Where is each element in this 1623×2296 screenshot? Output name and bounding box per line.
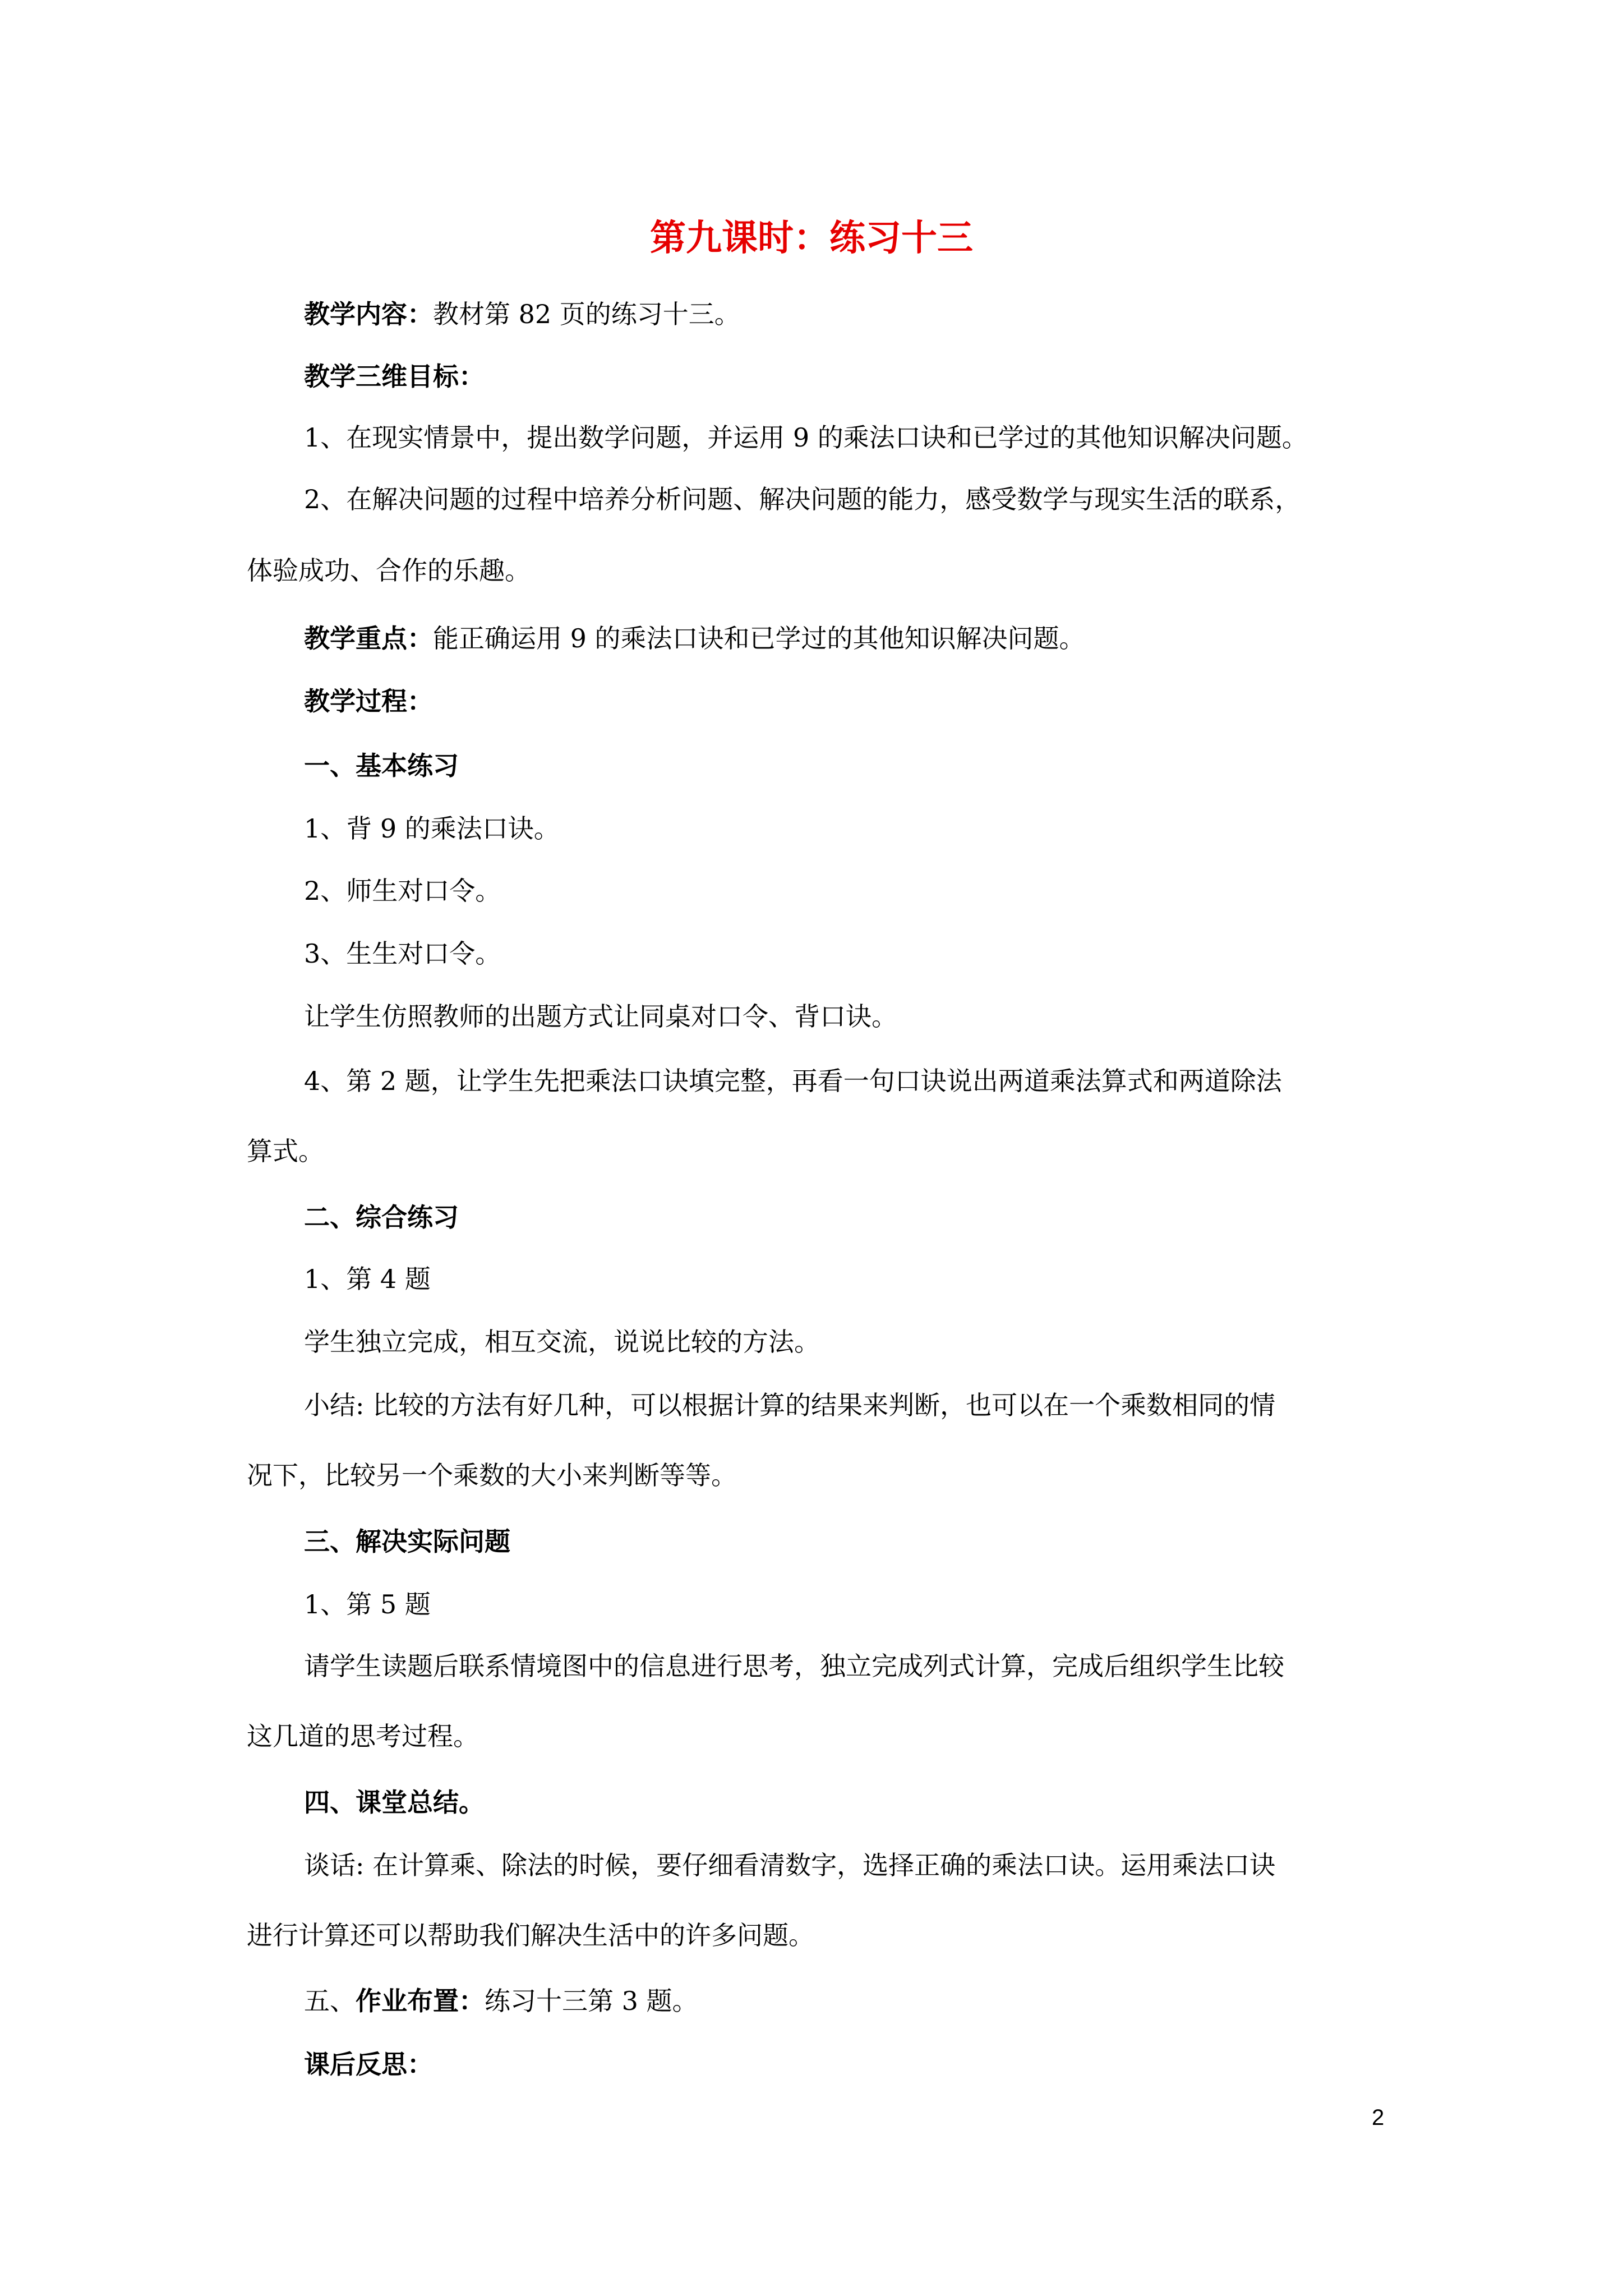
section-5-prefix: 五、: [304, 1986, 356, 2016]
section-2-item-1: 1、第 4 题: [304, 1264, 431, 1294]
focus-paragraph: [304, 619, 1085, 658]
section-2-heading: 二、综合练习: [304, 1202, 459, 1232]
goal-2-line-2: 体验成功、合作的乐趣。: [247, 555, 531, 586]
content-text: 教材第 82 页的练习十三。: [433, 299, 740, 329]
section-2-summary-line-2: 况下，比较另一个乘数的大小来判断等等。: [247, 1460, 737, 1490]
section-3-note-line-1: 请学生读题后联系情境图中的信息进行思考，独立完成列式计算，完成后组织学生比较: [304, 1651, 1284, 1681]
section-1-heading: 一、基本练习: [304, 751, 459, 781]
goals-heading: 教学三维目标：: [304, 361, 485, 392]
section-1-note: 让学生仿照教师的出题方式让同桌对口令、背口诀。: [304, 1001, 897, 1032]
section-3-heading: 三、解决实际问题: [304, 1526, 510, 1557]
section-5-text: 练习十三第 3 题。: [485, 1986, 698, 2016]
section-2-summary-line-1: 小结: 比较的方法有好几种，可以根据计算的结果来判断，也可以在一个乘数相同的情: [304, 1390, 1276, 1420]
section-4-heading: 四、课堂总结。: [304, 1787, 485, 1818]
section-5-label: 作业布置：: [356, 1986, 485, 2016]
section-1-item-2: 2、师生对口令。: [304, 876, 501, 906]
section-2-note: 学生独立完成，相互交流，说说比较的方法。: [304, 1327, 820, 1357]
section-5-paragraph: [304, 1981, 698, 2021]
section-1-item-4-line-2: 算式。: [247, 1136, 324, 1166]
focus-text: 能正确运用 9 的乘法口诀和已学过的其他知识解决问题。: [433, 623, 1085, 654]
section-1-item-4-line-1: 4、第 2 题，让学生先把乘法口诀填完整，再看一句口诀说出两道乘法算式和两道除法: [304, 1066, 1282, 1096]
reflection-heading: 课后反思：: [304, 2049, 433, 2079]
focus-label: 教学重点：: [304, 623, 433, 654]
page-number: 2: [1372, 2105, 1385, 2130]
goal-2-line-1: 2、在解决问题的过程中培养分析问题、解决问题的能力，感受数学与现实生活的联系，: [304, 484, 1301, 514]
section-3-item-1: 1、第 5 题: [304, 1589, 431, 1619]
page-title: 第九课时：练习十三: [650, 217, 973, 259]
section-4-line-1: 谈话: 在计算乘、除法的时候，要仔细看清数字，选择正确的乘法口诀。运用乘法口诀: [304, 1850, 1276, 1880]
section-1-item-1: 1、背 9 的乘法口诀。: [304, 813, 560, 844]
goal-1: 1、在现实情景中，提出数学问题，并运用 9 的乘法口诀和已学过的其他知识解决问题。: [304, 422, 1308, 453]
content-label: 教学内容：: [304, 299, 433, 329]
process-heading: 教学过程：: [304, 686, 433, 716]
section-4-line-2: 进行计算还可以帮助我们解决生活中的许多问题。: [247, 1920, 814, 1950]
section-1-item-3: 3、生生对口令。: [304, 938, 501, 969]
section-3-note-line-2: 这几道的思考过程。: [247, 1721, 479, 1751]
content-paragraph: [304, 295, 740, 334]
